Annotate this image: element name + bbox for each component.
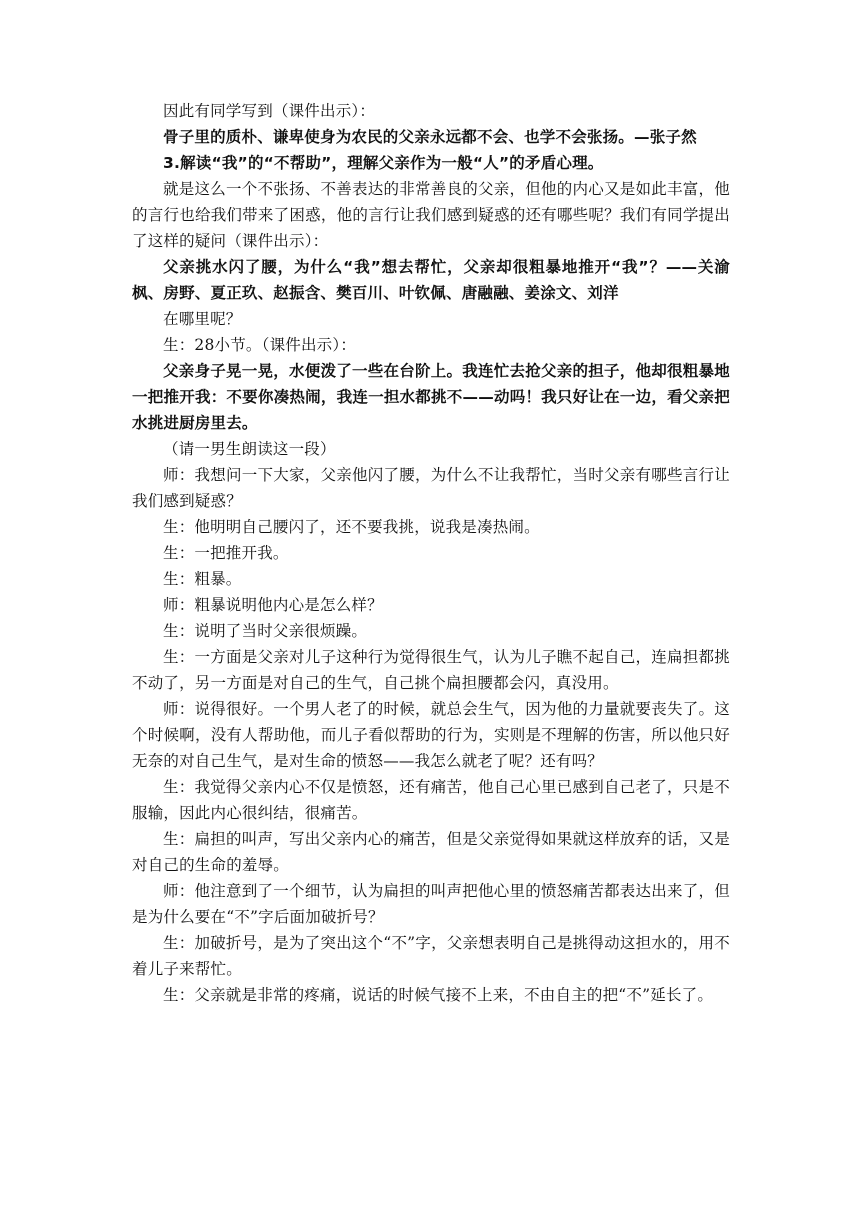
paragraph: 就是这么一个不张扬、不善表达的非常善良的父亲，但他的内心又是如此丰富，他的言行也给我们带来了困惑，他的言行让我们感到疑惑的还有哪些呢？我们有同学提出了这样的疑问（课件出示）： — [132, 180, 730, 250]
paragraph: 师：我想问一下大家，父亲他闪了腰，为什么不让我帮忙，当时父亲有哪些言行让我们感到疑惑？ — [132, 466, 730, 510]
bold-quote-paragraph: 父亲挑水闪了腰，为什么“我”想去帮忙，父亲却很粗暴地推开“我”？——关渝枫、房野、夏正玖、赵振含、樊百川、叶钦佩、唐融融、姜涂文、刘洋 — [132, 258, 730, 302]
paragraph: 生：我觉得父亲内心不仅是愤怒，还有痛苦，他自己心里已感到自己老了，只是不服输，因此内心很纠结，很痛苦。 — [132, 778, 730, 822]
paragraph: 师：他注意到了一个细节，认为扁担的叫声把他心里的愤怒痛苦都表达出来了，但是为什么要在“不”字后面加破折号？ — [132, 882, 730, 926]
paragraph: 生：一把推开我。 — [163, 544, 289, 562]
bold-quote-paragraph: 父亲身子晃一晃，水便泼了一些在台阶上。我连忙去抢父亲的担子，他却很粗暴地一把推开我：不要你凑热闹，我连一担水都挑不——动吗！我只好让在一边，看父亲把水挑进厨房里去。 — [132, 362, 730, 432]
paragraph: 在哪里呢？ — [163, 310, 242, 328]
paragraph: 生：父亲就是非常的疼痛，说话的时候气接不上来，不由自主的把“不”延长了。 — [163, 986, 714, 1004]
paragraph: （请一男生朗读这一段） — [163, 440, 336, 458]
paragraph: 生：粗暴。 — [163, 570, 242, 588]
paragraph: 因此有同学写到（课件出示）： — [163, 102, 376, 120]
paragraph: 生：扁担的叫声，写出父亲内心的痛苦，但是父亲觉得如果就这样放弃的话，又是对自己的生命的羞辱。 — [132, 830, 730, 874]
section-heading: 3.解读“我”的“不帮助”，理解父亲作为一般“人”的矛盾心理。 — [163, 154, 604, 172]
paragraph: 师：说得很好。一个男人老了的时候，就总会生气，因为他的力量就要丧失了。这个时候啊，没有人帮助他，而儿子看似帮助的行为，实则是不理解的伤害，所以他只好无奈的对自己生气，是对生命的愤怒——我怎么就老了呢？还有吗？ — [132, 700, 730, 770]
paragraph: 生：他明明自己腰闪了，还不要我挑，说我是凑热闹。 — [163, 518, 540, 536]
paragraph: 师：粗暴说明他内心是怎么样？ — [163, 596, 383, 614]
paragraph: 生：一方面是父亲对儿子这种行为觉得很生气，认为儿子瞧不起自己，连扁担都挑不动了，另一方面是对自己的生气，自己挑个扁担腰都会闪，真没用。 — [132, 648, 730, 692]
paragraph: 生：28小节。（课件出示）： — [163, 336, 357, 354]
paragraph: 生：说明了当时父亲很烦躁。 — [163, 622, 368, 640]
bold-quote-paragraph: 骨子里的质朴、谦卑使身为农民的父亲永远都不会、也学不会张扬。—张子然 — [163, 128, 697, 146]
paragraph: 生：加破折号，是为了突出这个“不”字，父亲想表明自己是挑得动这担水的，用不着儿子来帮忙。 — [132, 934, 730, 978]
